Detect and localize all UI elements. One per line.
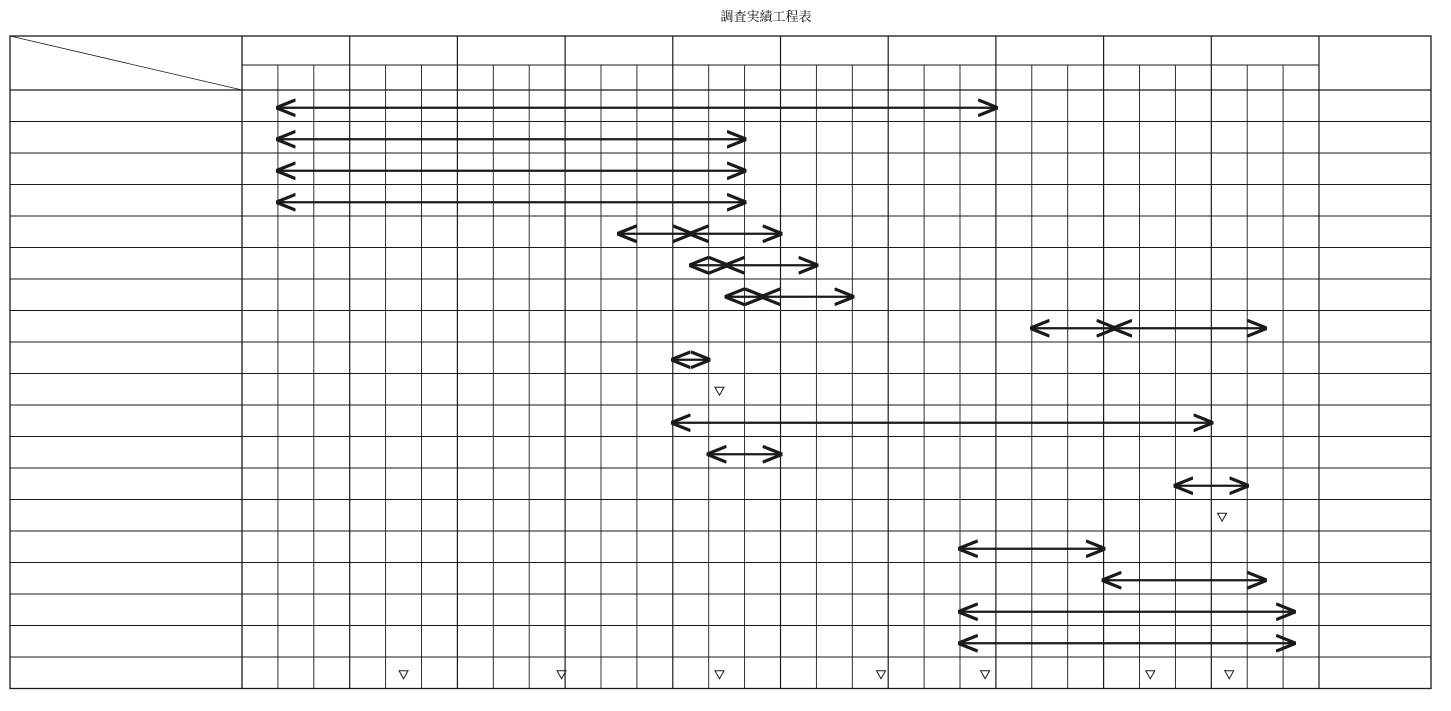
table-border [10, 36, 1431, 689]
event-marker-icon [715, 671, 724, 679]
event-marker-icon [1146, 671, 1155, 679]
header-diagonal [10, 36, 242, 90]
event-marker-icon [399, 671, 408, 679]
event-marker-icon [715, 387, 724, 395]
event-marker-icon [1218, 513, 1227, 521]
document-title: 調査実績工程表 [720, 10, 812, 25]
event-marker-icon [981, 671, 990, 679]
event-marker-icon [1225, 671, 1234, 679]
event-marker-icon [877, 671, 886, 679]
